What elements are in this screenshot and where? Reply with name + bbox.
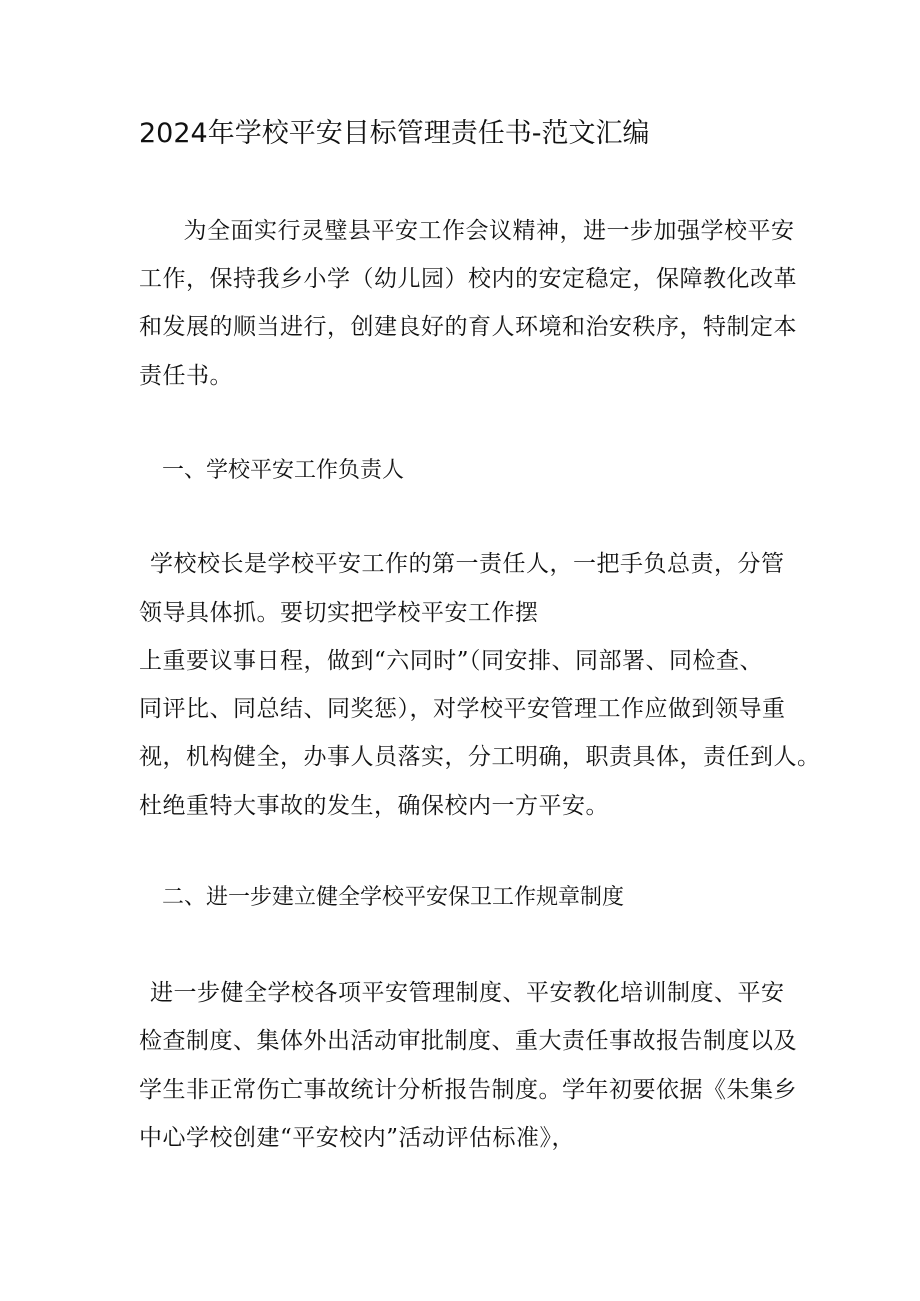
paragraph-line: 责任书。 [139, 363, 233, 389]
document-title: 2024年学校平安目标管理责任书-范文汇编 [139, 118, 650, 149]
paragraph-line: 杜绝重特大事故的发生，确保校内一方平安。 [139, 793, 609, 819]
section-heading: 二、进一步建立健全学校平安保卫工作规章制度 [162, 885, 625, 910]
paragraph-line: 和发展的顺当进行，创建良好的育人环境和治安秩序，特制定本 [139, 314, 797, 340]
paragraph-line: 为全面实行灵璧县平安工作会议精神，进一步加强学校平安 [160, 218, 795, 244]
paragraph-line: 领导具体抓。要切实把学校平安工作摆 [139, 600, 539, 626]
paragraph-line: 中心学校创建“平安校内”活动评估标准》， [139, 1125, 576, 1151]
paragraph-line: 视，机构健全，办事人员落实，分工明确，职责具体，责任到人。 [139, 744, 821, 770]
paragraph-line: 学校校长是学校平安工作的第一责任人，一把手负总责，分管 [150, 551, 785, 577]
paragraph-line: 同评比、同总结、同奖惩），对学校平安管理工作应做到领导重 [139, 696, 786, 722]
paragraph-line: 工作，保持我乡小学（幼儿园）校内的安定稳定，保障教化改革 [139, 266, 797, 292]
paragraph-line: 上重要议事日程，做到“六同时”（同安排、同部署、同检查、 [139, 648, 764, 674]
paragraph-line: 检查制度、集体外出活动审批制度、重大责任事故报告制度以及 [139, 1028, 797, 1054]
paragraph-line: 进一步健全学校各项平安管理制度、平安教化培训制度、平安 [150, 980, 785, 1006]
paragraph-line: 学生非正常伤亡事故统计分析报告制度。学年初要依据《朱集乡 [139, 1077, 797, 1103]
section-heading: 一、学校平安工作负责人 [162, 458, 405, 483]
